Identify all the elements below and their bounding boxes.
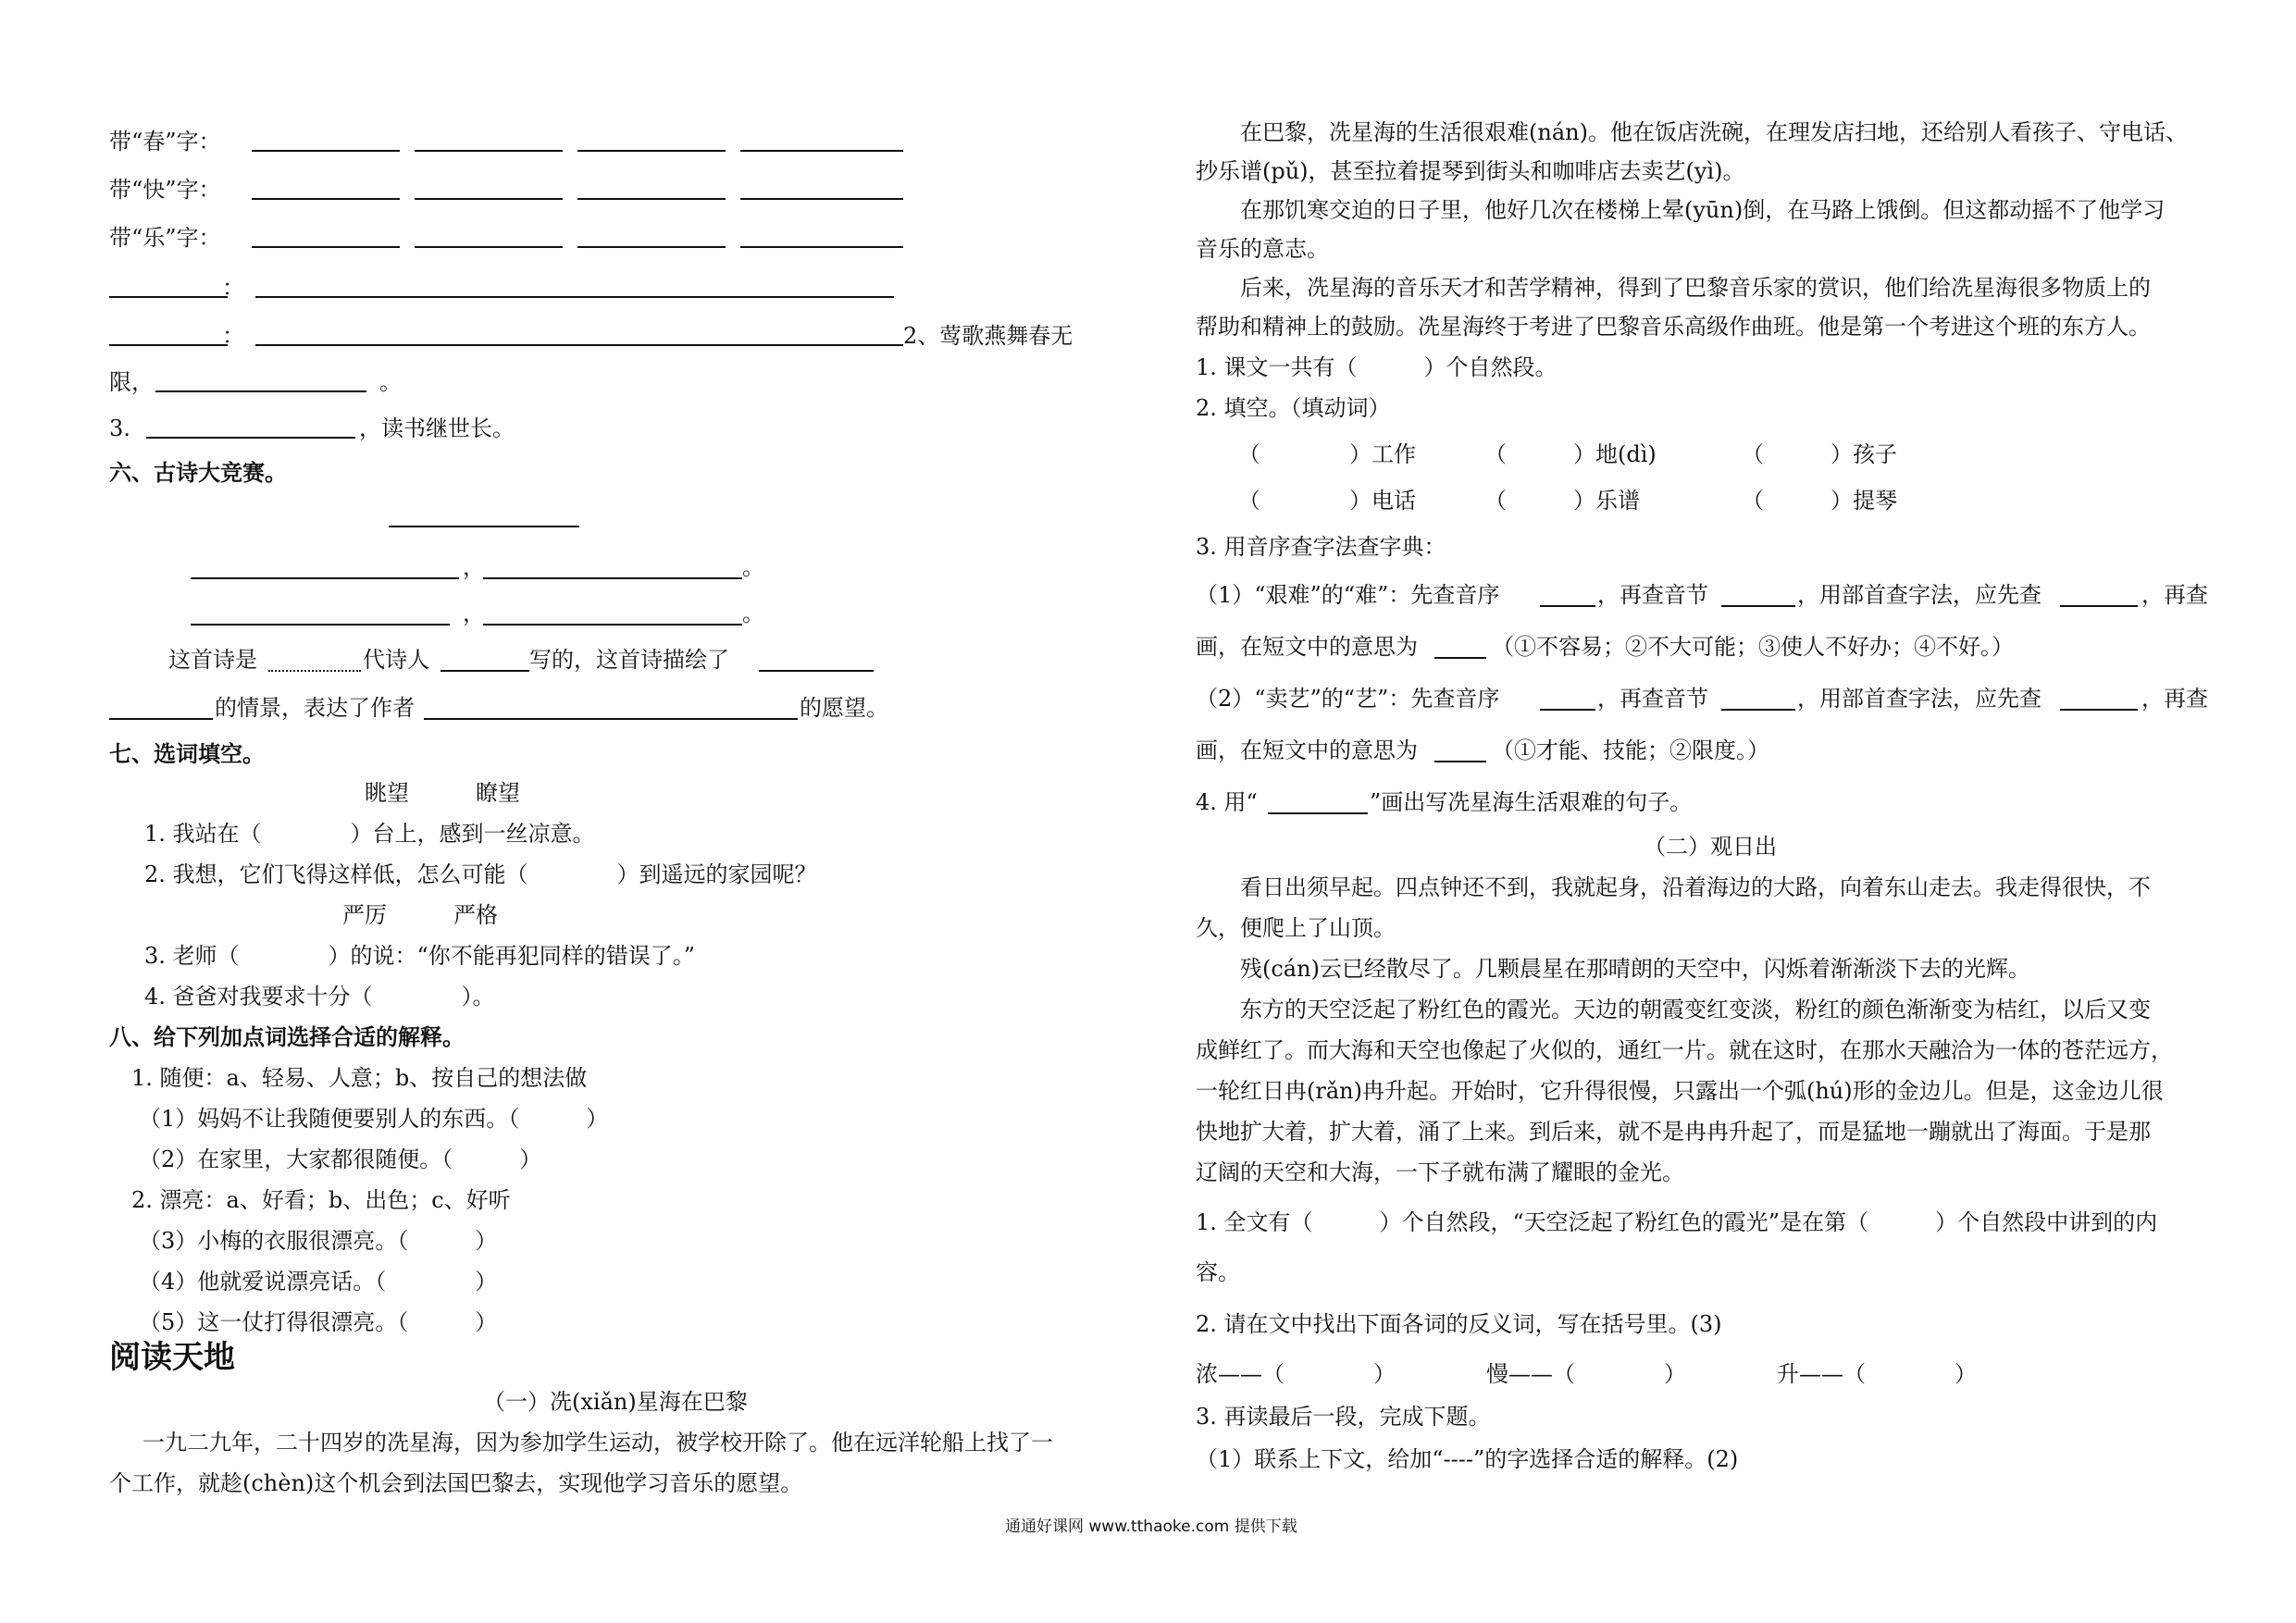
chun-label: 带“春”字： <box>109 129 221 155</box>
q4-blank[interactable] <box>1268 812 1368 814</box>
passage-2-p1-line-1: 看日出须早起。四点钟还不到，我就起身，沿着海边的大路，向着东山走去。我走得很快，不 <box>1240 874 2151 900</box>
idiom-blank-1b[interactable] <box>255 296 894 298</box>
passage-1-p2-line-1: 在巴黎，冼星海的生活很艰难(nán)。他在饭店洗碗，在理发店扫地，还给别人看孩子、守电话、 <box>1240 119 2188 145</box>
passage-2-p3-line-3: 一轮红日冉(rǎn)冉升起。开始时，它升得很慢，只露出一个弧(hú)形的金边儿。但是，这金边儿很 <box>1196 1078 2164 1104</box>
antonym-2: 慢——（ ） <box>1486 1361 1686 1387</box>
q4-a: 4. 用“ <box>1196 789 1258 815</box>
reading-q3: 3. 再读最后一段，完成下题。 <box>1196 1404 1491 1430</box>
le-blank-3[interactable] <box>577 246 726 248</box>
poem-period-1: 。 <box>742 554 764 580</box>
idiom-blank-2a[interactable] <box>109 344 228 346</box>
colon-mark-1: ： <box>222 275 244 301</box>
q3-1-d: ，再查 <box>2141 582 2208 608</box>
chun-blank-1[interactable] <box>252 150 400 152</box>
s7-item-4: 4. 爸爸对我要求十分（ ）。 <box>144 984 495 1010</box>
question-3: 3. 用音序查字法查字典： <box>1196 534 1446 560</box>
s8-item-2c: （5）这一仗打得很漂亮。（ ） <box>139 1309 498 1335</box>
idiom-blank-1a[interactable] <box>109 296 228 298</box>
reading-section-title: 阅读天地 <box>109 1339 235 1376</box>
s8-item-1: 1. 随便：a、轻易、人意；b、按自己的想法做 <box>131 1065 588 1091</box>
s8-item-2: 2. 漂亮：a、好看；b、出色；c、好听 <box>131 1187 511 1213</box>
q2-r2-c3: （ ）提琴 <box>1742 488 1897 514</box>
q3-1-a: （1）“艰难”的“难”：先查音序 <box>1196 582 1500 608</box>
reading-q2: 2. 请在文中找出下面各词的反义词，写在括号里。(3) <box>1196 1311 1722 1337</box>
colon-mark-2: ： <box>222 323 244 349</box>
poem-q-2: 代诗人 <box>363 647 429 673</box>
q3-2-a: （2）“卖艺”的“艺”：先查音序 <box>1196 686 1500 712</box>
section-7-title: 七、选词填空。 <box>109 741 265 767</box>
word-choice-2: 严厉 严格 <box>342 902 498 928</box>
kuai-blank-1[interactable] <box>252 198 400 200</box>
chun-blank-3[interactable] <box>577 150 726 152</box>
le-blank-2[interactable] <box>415 246 563 248</box>
q3-2-e: 画，在短文中的意思为 <box>1196 737 1418 763</box>
s7-item-2: 2. 我想，它们飞得这样低，怎么可能（ ）到遥远的家园呢？ <box>144 861 817 887</box>
poem-scene-blank-b[interactable] <box>109 718 213 720</box>
passage-1-p3-line-2: 音乐的意志。 <box>1196 236 1329 262</box>
q3-1-blank-2[interactable] <box>1721 605 1795 607</box>
kuai-blank-3[interactable] <box>577 198 726 200</box>
le-blank-4[interactable] <box>740 246 903 248</box>
reading-q1-line-1: 1. 全文有（ ）个自然段，“天空泛起了粉红色的霞光”是在第（ ）个自然段中讲到的内 <box>1196 1209 2158 1235</box>
passage-1-p4-line-1: 后来，冼星海的音乐天才和苦学精神，得到了巴黎音乐家的赏识，他们给冼星海很多物质上的 <box>1240 275 2151 301</box>
antonym-3: 升——（ ） <box>1777 1361 1977 1387</box>
item2-blank[interactable] <box>155 390 366 392</box>
poem-period-2: 。 <box>742 601 764 626</box>
question-1: 1. 课文一共有（ ）个自然段。 <box>1196 354 1558 380</box>
poem-scene-blank-a[interactable] <box>759 670 874 672</box>
passage-2-p3-line-4: 快地扩大着，扩大着，涌了上来。到后来，就不是冉冉升起了，而是猛地一蹦就出了海面。于是那 <box>1196 1119 2151 1145</box>
poem-line-1a[interactable] <box>191 577 459 579</box>
kuai-blank-4[interactable] <box>740 198 903 200</box>
q3-2-b: ，再查音节 <box>1597 686 1708 712</box>
item2-line2: 限， <box>109 369 154 395</box>
question-2: 2. 填空。（填动词） <box>1196 395 1391 421</box>
chun-blank-2[interactable] <box>415 150 563 152</box>
poem-q-1: 这首诗是 <box>168 647 257 673</box>
passage-2-p3-line-1: 东方的天空泛起了粉红色的霞光。天边的朝霞变红变淡，粉红的颜色渐渐变为桔红，以后又变 <box>1240 997 2151 1022</box>
poem-q-5: 的愿望。 <box>800 695 888 721</box>
q2-r1-c1: （ ）工作 <box>1238 441 1416 467</box>
q4-b: ”画出写冼星海生活艰难的句子。 <box>1370 789 1693 815</box>
item2-period: 。 <box>379 369 402 395</box>
chun-blank-4[interactable] <box>740 150 903 152</box>
q3-1-blank-3[interactable] <box>2060 605 2138 607</box>
q3-1-f: （①不容易；②不大可能；③使人不好办；④不好。） <box>1492 634 2014 660</box>
poem-line-1b[interactable] <box>483 577 742 579</box>
word-choice-1: 眺望 瞭望 <box>365 780 520 806</box>
passage-1-p2-line-2: 抄乐谱(pǔ)，甚至拉着提琴到街头和咖啡店去卖艺(yì)。 <box>1196 158 1745 184</box>
poem-title-blank[interactable] <box>389 526 579 527</box>
passage-1-p4-line-2: 帮助和精神上的鼓励。冼星海终于考进了巴黎音乐高级作曲班。他是第一个考进这个班的东方人。 <box>1196 314 2151 340</box>
q3-2-blank-2[interactable] <box>1721 709 1795 711</box>
q2-r2-c2: （ ）乐谱 <box>1484 488 1640 514</box>
le-label: 带“乐”字： <box>109 225 221 251</box>
passage-2-p2-line-1: 残(cán)云已经散尽了。几颗晨星在那晴朗的天空中，闪烁着渐渐淡下去的光辉。 <box>1240 956 2030 982</box>
item3-blank[interactable] <box>146 437 355 439</box>
le-blank-1[interactable] <box>252 246 400 248</box>
idiom-blank-2b[interactable] <box>255 344 903 346</box>
s8-item-2a: （3）小梅的衣服很漂亮。（ ） <box>139 1228 498 1254</box>
poem-wish-blank[interactable] <box>424 718 798 720</box>
s8-item-1b: （2）在家里，大家都很随便。（ ） <box>139 1146 542 1172</box>
q3-2-d: ，再查 <box>2141 686 2208 712</box>
q3-1-e: 画，在短文中的意思为 <box>1196 634 1418 660</box>
passage-2-p3-line-5: 辽阔的天空和大海，一下子就布满了耀眼的金光。 <box>1196 1159 1684 1185</box>
reading-q3-1: （1）联系上下文，给加“----”的字选择合适的解释。(2) <box>1196 1446 1739 1472</box>
q3-2-f: （①才能、技能；②限度。） <box>1492 737 1769 763</box>
section-6-title: 六、古诗大竞赛。 <box>109 460 287 486</box>
page-footer: 通通好课网 www.tthaoke.com 提供下载 <box>1005 1518 1297 1536</box>
passage-1-p3-line-1: 在那饥寒交迫的日子里，他好几次在楼梯上晕(yūn)倒，在马路上饿倒。但这都动摇不了他学习 <box>1240 197 2166 223</box>
s8-item-2b: （4）他就爱说漂亮话。（ ） <box>139 1269 498 1295</box>
kuai-blank-2[interactable] <box>415 198 563 200</box>
q3-1-blank-4[interactable] <box>1434 657 1486 659</box>
passage-1-line-2: 个工作，就趁(chèn)这个机会到法国巴黎去，实现他学习音乐的愿望。 <box>109 1470 803 1496</box>
section-8-title: 八、给下列加点词选择合适的解释。 <box>109 1024 465 1050</box>
q3-2-blank-1[interactable] <box>1540 709 1595 711</box>
kuai-label: 带“快”字： <box>109 177 221 203</box>
s7-item-1: 1. 我站在（ ）台上，感到一丝凉意。 <box>144 821 595 847</box>
poem-comma-2: ， <box>463 601 485 626</box>
q3-1-c: ，用部首查字法，应先查 <box>1797 582 2042 608</box>
reading-q1-line-2: 容。 <box>1196 1259 1240 1285</box>
poem-dynasty-blank[interactable] <box>268 670 361 672</box>
antonym-1: 浓——（ ） <box>1196 1361 1396 1387</box>
item3-suffix: ，读书继世长。 <box>359 415 515 441</box>
q2-r1-c3: （ ）孩子 <box>1742 441 1897 467</box>
le-row <box>109 224 221 252</box>
chun-row <box>109 128 221 155</box>
q2-r1-c2: （ ）地(dì) <box>1484 441 1657 467</box>
passage-1-line-1: 一九二九年，二十四岁的冼星海，因为参加学生运动，被学校开除了。他在远洋轮船上找了一 <box>143 1430 1053 1456</box>
poem-author-blank[interactable] <box>441 670 529 672</box>
passage-2-title: （二）观日出 <box>1644 834 1777 860</box>
item2-prefix: 2、莺歌燕舞春无 <box>903 323 1074 349</box>
q3-2-blank-3[interactable] <box>2060 709 2138 711</box>
item3-prefix: 3. <box>109 415 130 441</box>
q3-1-blank-1[interactable] <box>1540 605 1595 607</box>
poem-comma-1: ， <box>463 554 485 580</box>
poem-q-4: 的情景，表达了作者 <box>215 695 415 721</box>
passage-1-title: （一）冼(xiǎn)星海在巴黎 <box>483 1389 748 1415</box>
q3-2-c: ，用部首查字法，应先查 <box>1797 686 2042 712</box>
passage-2-p1-line-2: 久，便爬上了山顶。 <box>1196 915 1396 941</box>
s8-item-1a: （1）妈妈不让我随便要别人的东西。（ ） <box>139 1106 609 1132</box>
poem-line-2b[interactable] <box>483 624 742 626</box>
poem-q-3: 写的，这首诗描绘了 <box>529 647 729 673</box>
s7-item-3: 3. 老师（ ）的说：“你不能再犯同样的错误了。” <box>144 943 696 969</box>
kuai-row <box>109 176 221 204</box>
q2-r2-c1: （ ）电话 <box>1238 488 1416 514</box>
poem-line-2a[interactable] <box>191 624 450 626</box>
q3-1-b: ，再查音节 <box>1597 582 1708 608</box>
passage-2-p3-line-2: 成鲜红了。而大海和天空也像起了火似的，通红一片。就在这时，在那水天融洽为一体的苍茫远方， <box>1196 1037 2173 1063</box>
q3-2-blank-4[interactable] <box>1434 761 1486 762</box>
